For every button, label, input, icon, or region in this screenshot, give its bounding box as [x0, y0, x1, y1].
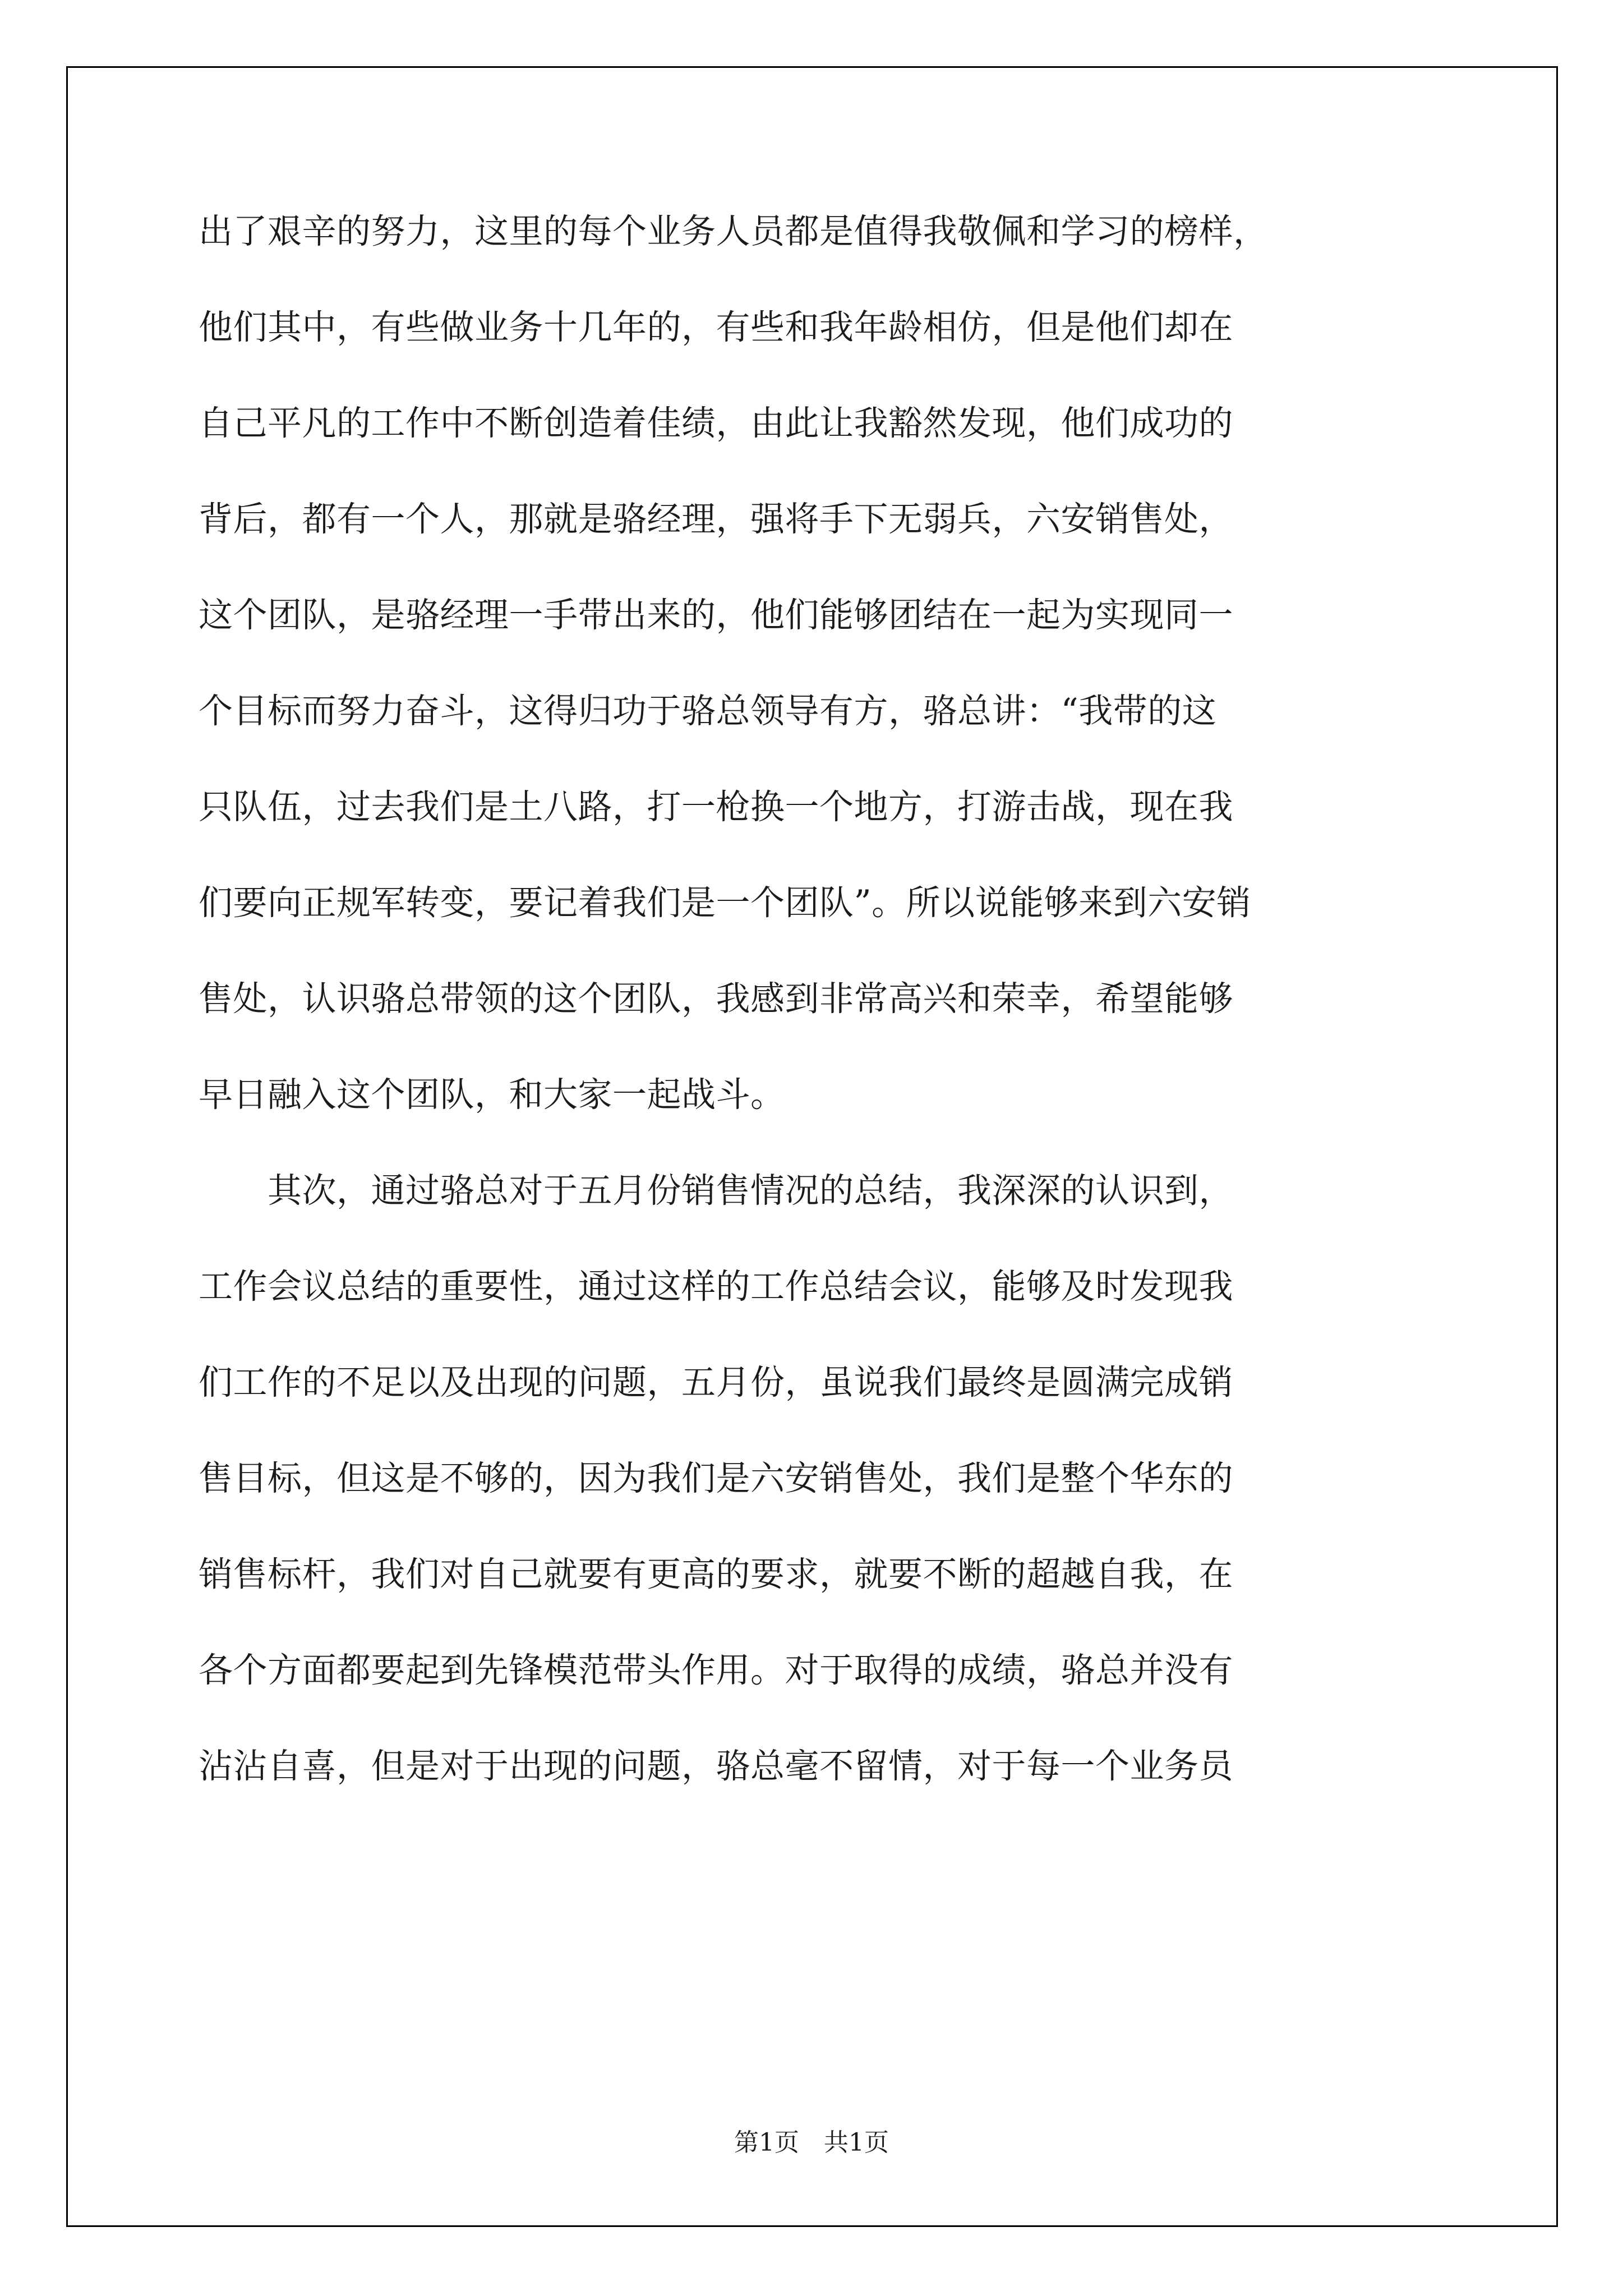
text-line: 售目标，但这是不够的，因为我们是六安销售处，我们是整个华东的: [199, 1458, 1234, 1498]
text-line: 背后，都有一个人，那就是骆经理，强将手下无弱兵，六安销售处，: [199, 499, 1234, 539]
text-line: 其次，通过骆总对于五月份销售情况的总结，我深深的认识到，: [199, 1171, 1234, 1211]
text-line: 自己平凡的工作中不断创造着佳绩，由此让我豁然发现，他们成功的: [199, 403, 1234, 443]
text-line: 沾沾自喜，但是对于出现的问题，骆总毫不留情，对于每一个业务员: [199, 1746, 1234, 1786]
text-line: 工作会议总结的重要性，通过这样的工作总结会议，能够及时发现我: [199, 1267, 1234, 1306]
text-line: 他们其中，有些做业务十几年的，有些和我年龄相仿，但是他们却在: [199, 307, 1234, 347]
text-line: 们要向正规军转变，要记着我们是一个团队”。所以说能够来到六安销: [199, 883, 1251, 923]
text-line: 销售标杆，我们对自己就要有更高的要求，就要不断的超越自我，在: [199, 1554, 1234, 1594]
text-line: 这个团队，是骆经理一手带出来的，他们能够团结在一起为实现同一: [199, 595, 1234, 635]
text-line: 们工作的不足以及出现的问题，五月份，虽说我们最终是圆满完成销: [199, 1363, 1234, 1402]
text-line: 出了艰辛的努力，这里的每个业务人员都是值得我敬佩和学习的榜样，: [199, 211, 1268, 251]
text-line: 售处，认识骆总带领的这个团队，我感到非常高兴和荣幸，希望能够: [199, 979, 1234, 1019]
text-line: 早日融入这个团队，和大家一起战斗。: [199, 1075, 785, 1115]
text-line: 各个方面都要起到先锋模范带头作用。对于取得的成绩，骆总并没有: [199, 1650, 1234, 1690]
page-number: 第1页 共1页: [734, 2128, 889, 2157]
text-line: 个目标而努力奋斗，这得归功于骆总领导有方，骆总讲：“我带的这: [199, 691, 1217, 731]
text-line: 只队伍，过去我们是土八路，打一枪换一个地方，打游击战，现在我: [199, 787, 1234, 827]
